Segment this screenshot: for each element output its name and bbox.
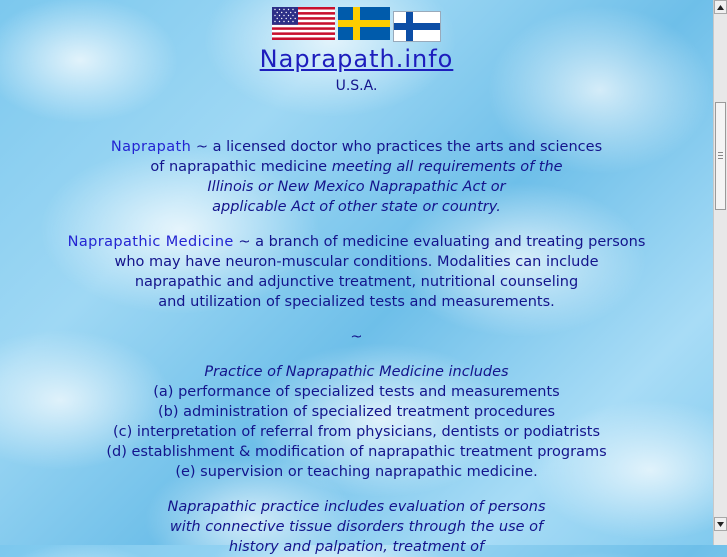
practice-item: (e) supervision or teaching naprapathic medicine. <box>175 464 538 480</box>
scrollbar-thumb[interactable] <box>715 102 726 210</box>
practice-item: (b) administration of specialized treatment procedures <box>157 404 556 420</box>
definition-text: who may have neuron-muscular conditions. Modalities can include <box>114 254 599 270</box>
definition-text: a licensed doctor who practices the arts and sciences <box>212 139 603 155</box>
naprapathic-medicine-definition <box>0 232 713 312</box>
practice-note-line: with connective tissue disorders through the use of <box>169 519 544 535</box>
definition-italic-text: Illinois or New Mexico Naprapathic Act or <box>207 179 506 195</box>
practice-heading: Practice of Naprapathic Medicine includes <box>204 364 509 380</box>
practice-note-line: history and palpation, treatment of <box>228 539 485 555</box>
arrow-down-icon <box>717 522 724 527</box>
arrow-up-icon <box>717 5 724 10</box>
practice-list <box>0 362 713 482</box>
vertical-scrollbar[interactable] <box>713 0 727 545</box>
definition-text: and utilization of specialized tests and measurements. <box>158 294 555 310</box>
definition-text: of naprapathic medicine <box>150 159 332 175</box>
practice-item: (a) performance of specialized tests and measurements <box>153 384 560 400</box>
practice-note <box>0 497 713 557</box>
naprapath-definition <box>0 137 713 217</box>
practice-item: (d) establishment & modification of naprapathic treatment programs <box>106 444 607 460</box>
naprapath-term: Naprapath <box>110 139 192 155</box>
scroll-up-button[interactable] <box>714 0 727 14</box>
term-separator: ~ <box>191 139 213 155</box>
definition-italic-text: meeting all requirements of the <box>331 159 563 175</box>
term-separator: ~ <box>233 234 256 250</box>
practice-note-line: Naprapathic practice includes evaluation of persons <box>167 499 546 515</box>
scroll-down-button[interactable] <box>714 517 727 531</box>
finland-flag-icon[interactable] <box>393 11 441 42</box>
definition-italic-text: applicable Act of other state or country. <box>212 199 501 215</box>
flag-bar <box>0 7 713 42</box>
section-divider: ~ <box>350 329 363 345</box>
usa-flag-icon[interactable] <box>272 7 335 40</box>
naprapathic-medicine-term: Naprapathic Medicine <box>67 234 234 250</box>
site-title-link[interactable]: Naprapath.info <box>259 45 454 73</box>
country-subtitle: U.S.A. <box>335 78 378 94</box>
practice-item: (c) interpretation of referral from physicians, dentists or podiatrists <box>112 424 601 440</box>
definition-text: naprapathic and adjunctive treatment, nutritional counseling <box>134 274 579 290</box>
main-content <box>0 137 713 557</box>
sweden-flag-icon[interactable] <box>338 7 390 40</box>
definition-text: a branch of medicine evaluating and treating persons <box>255 234 646 250</box>
